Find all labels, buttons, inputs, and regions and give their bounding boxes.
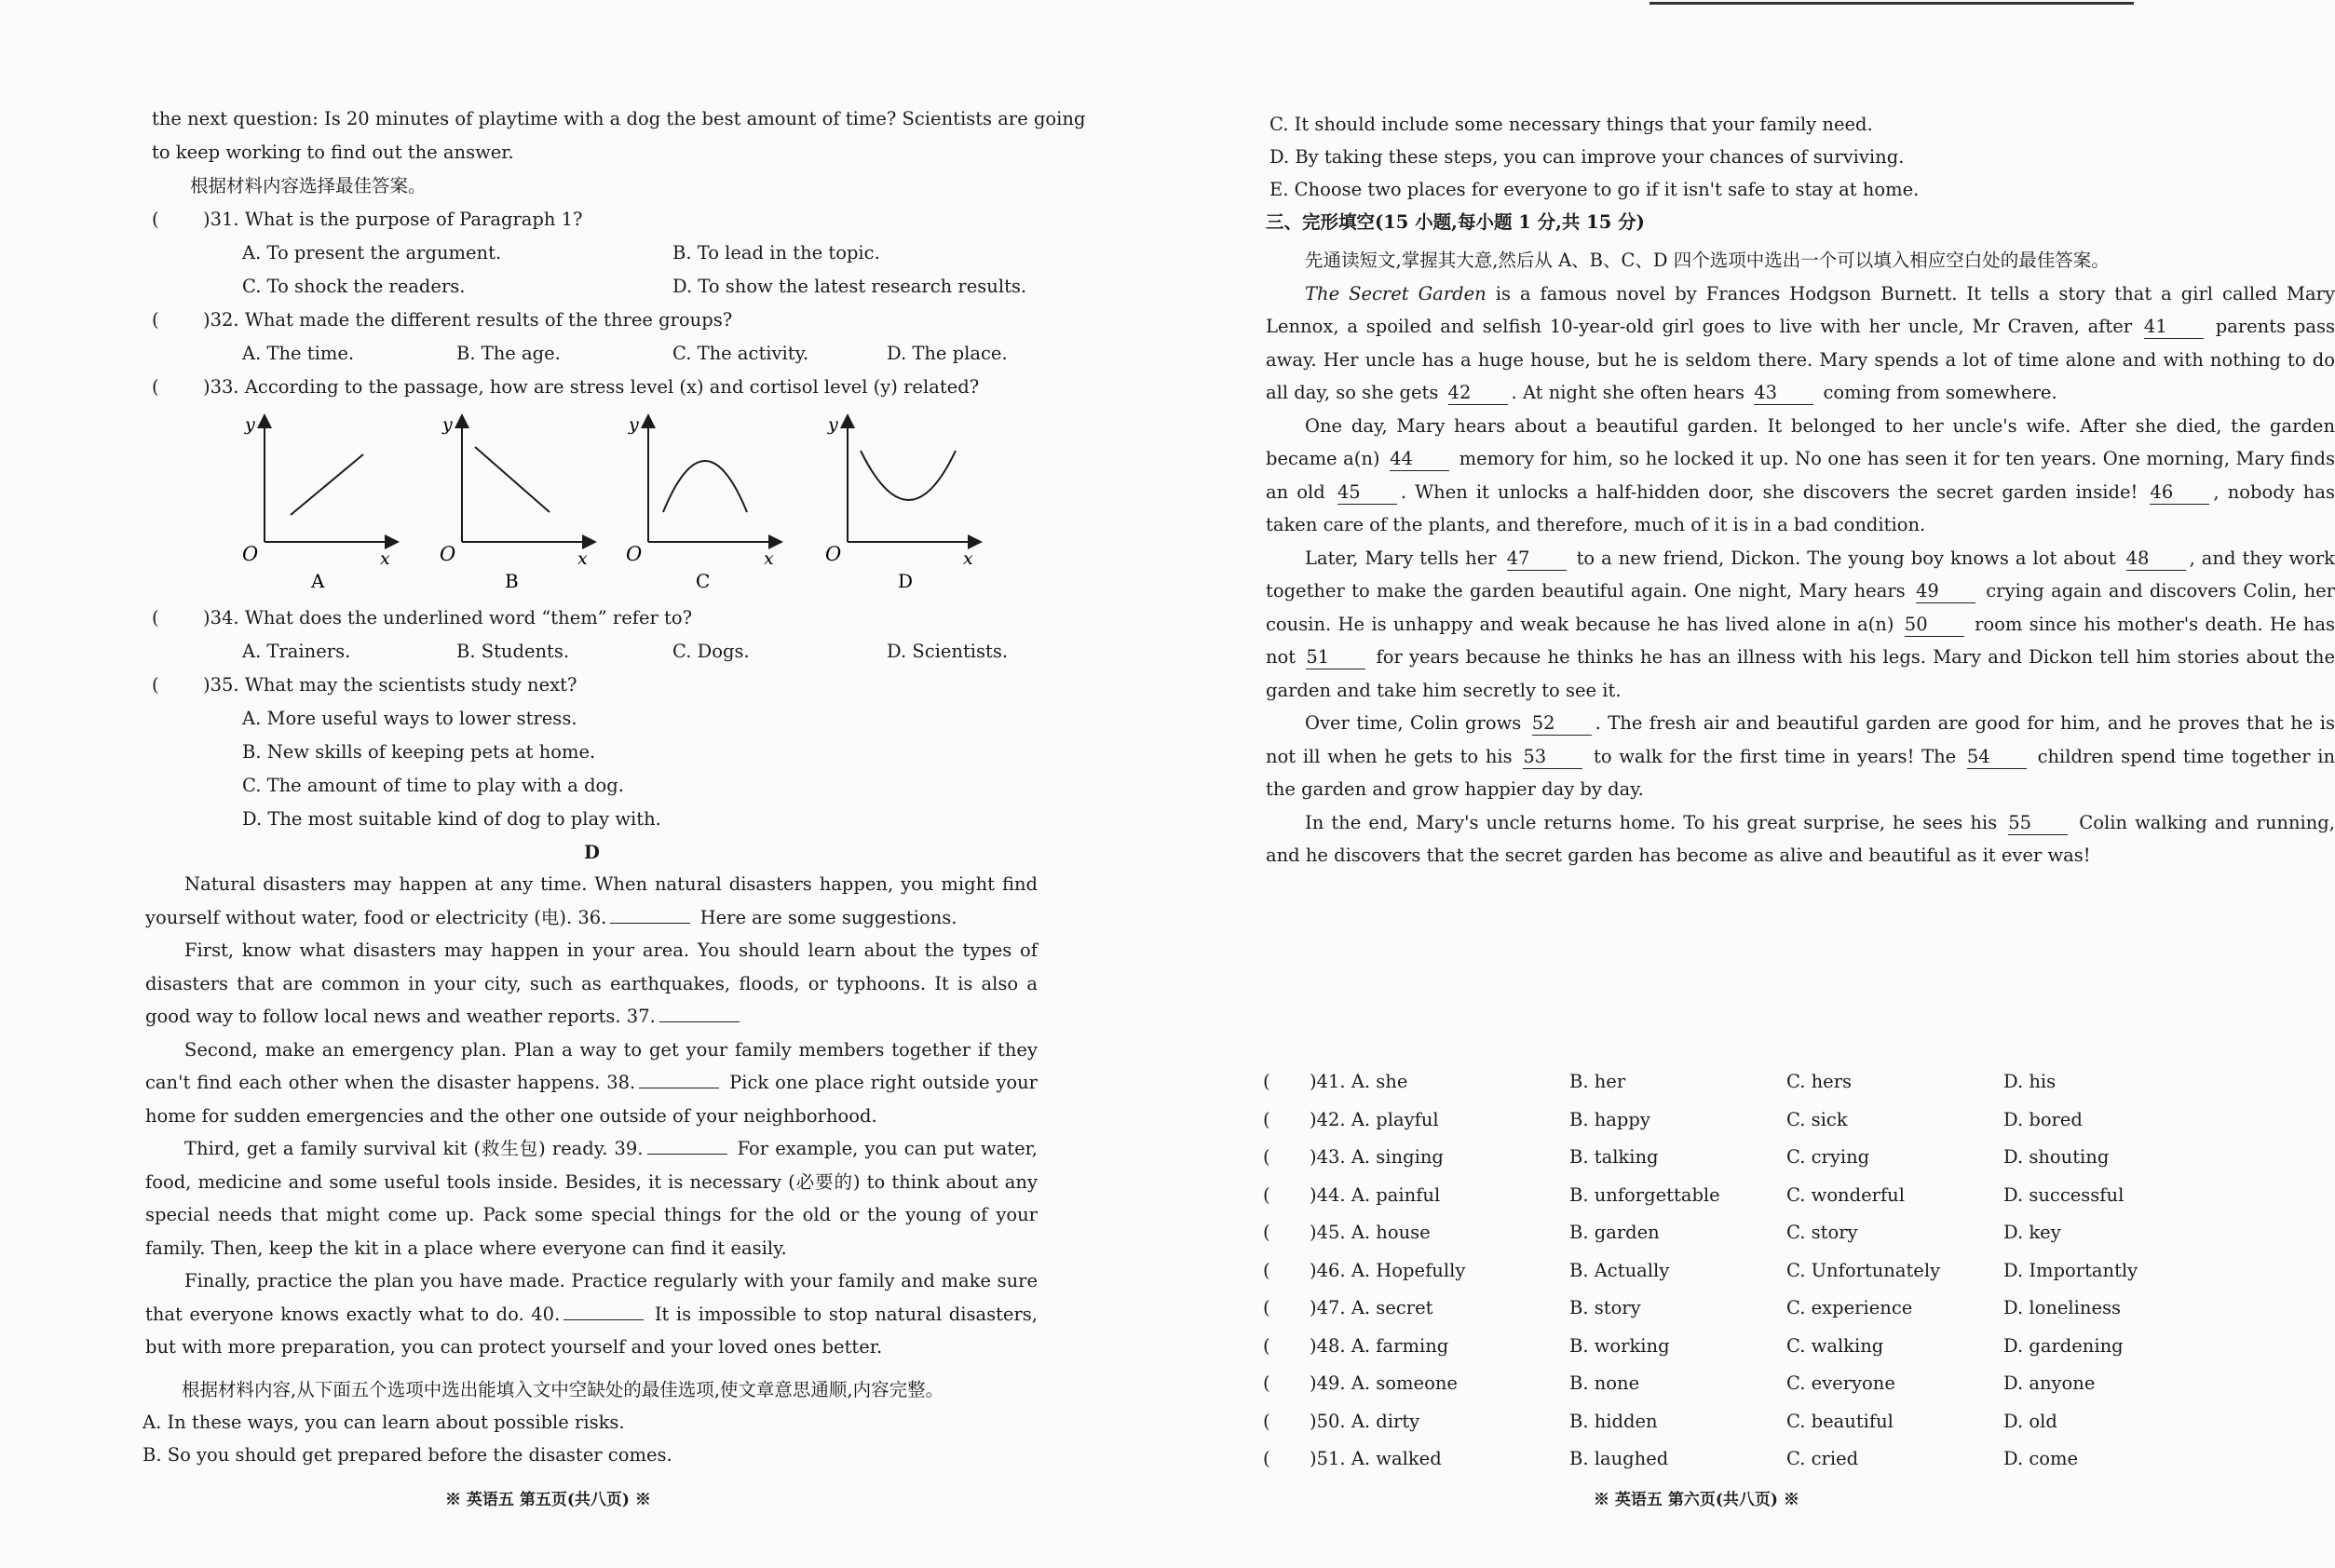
choice-row-41-b: B. her xyxy=(1569,1071,1626,1092)
blank-51: 51 xyxy=(1306,646,1365,669)
choice-row-49-b: B. none xyxy=(1569,1372,1640,1394)
blank-46: 46 xyxy=(2150,481,2209,505)
d-option-d: D. By taking these steps, you can improve your chances of surviving. xyxy=(1269,146,1905,168)
passage-d-paragraph-4: Third, get a family survival kit (救生包) ready. 39. For example, you can put water, food, medicine and some useful tools inside. Besides, it is necessary (必要的) to think about any special needs that might come up. Pack some special things for the old or the young of your family. Then, keep the kit in a place where everyone can find it easily. xyxy=(145,1138,1038,1259)
cloze-paragraph-4: Over time, Colin grows 52 . The fresh air and beautiful garden are good for him, and he proves that he is not ill when he gets to his 53 to walk for the first time in years! The 54 children spend time together in the garden and grow happier day by day. xyxy=(1266,712,2335,800)
cloze-passage xyxy=(1266,244,2335,872)
blank-54: 54 xyxy=(1967,746,2027,769)
choice-row-50-c: C. beautiful xyxy=(1786,1410,1894,1432)
page-footer-left: ※ 英语五 第五页(共八页) ※ xyxy=(445,1491,651,1509)
choice-row-47-a: )47. A. secret xyxy=(1310,1297,1433,1318)
choice-row-43-d: D. shouting xyxy=(2003,1146,2110,1168)
choice-row-46-a: )46. A. Hopefully xyxy=(1310,1259,1466,1281)
choice-row-46-d: D. Importantly xyxy=(2003,1259,2138,1281)
answer-paren: ( xyxy=(1263,1372,1270,1394)
answer-paren: ( xyxy=(1263,1334,1270,1357)
choice-row-51-d: D. come xyxy=(2003,1448,2079,1469)
q34-option-b: B. Students. xyxy=(456,641,570,662)
answer-paren: ( xyxy=(152,209,159,230)
answer-paren: ( xyxy=(152,376,159,398)
q32-option-b: B. The age. xyxy=(456,343,561,364)
graph-c-y-label: y xyxy=(629,414,639,435)
section-d-title: D xyxy=(584,842,600,863)
answer-paren: ( xyxy=(1263,1297,1270,1318)
graph-c-x-label: x xyxy=(764,548,774,569)
choice-row-42-a: )42. A. playful xyxy=(1310,1108,1439,1130)
d-option-a: A. In these ways, you can learn about possible risks. xyxy=(143,1412,625,1433)
q35-option-b: B. New skills of keeping pets at home. xyxy=(242,741,596,763)
choice-row-41-d: D. his xyxy=(2003,1071,2057,1092)
blank-42: 42 xyxy=(1448,382,1508,405)
choice-row-49-a: )49. A. someone xyxy=(1310,1372,1458,1394)
choice-row-45-b: B. garden xyxy=(1569,1222,1660,1243)
d-option-e: E. Choose two places for everyone to go if it isn't safe to stay at home. xyxy=(1269,179,1920,200)
blank-53: 53 xyxy=(1523,746,1582,769)
answer-paren: ( xyxy=(1263,1183,1270,1206)
choice-row-49-c: C. everyone xyxy=(1786,1372,1895,1394)
intro-line-1: the next question: Is 20 minutes of playtime with a dog the best amount of time? Scientists are going xyxy=(152,108,1086,129)
choice-row-42-c: C. sick xyxy=(1786,1108,1848,1130)
blank-55: 55 xyxy=(2008,812,2068,835)
graph-a-y-label: y xyxy=(245,414,255,435)
q34-option-c: C. Dogs. xyxy=(672,641,750,662)
q34-option-d: D. Scientists. xyxy=(887,641,1009,662)
instruction-d: 根据材料内容,从下面五个选项中选出能填入文中空缺处的最佳选项,使文章意思通顺,内容完整。 xyxy=(182,1379,944,1400)
top-rule xyxy=(1649,2,2134,5)
answer-paren: ( xyxy=(1263,1108,1270,1130)
graph-a-origin: O xyxy=(242,543,259,565)
blank-49: 49 xyxy=(1916,580,1975,603)
question-32-stem: )32. What made the different results of the three groups? xyxy=(203,309,733,331)
passage-d-paragraph-2: First, know what disasters may happen in your area. You should learn about the types of disasters that are common in your city, such as earthquakes, floods, or typhoons. It is also a good way to follow local news and weather reports. 37. xyxy=(145,939,1038,1027)
choice-row-46-b: B. Actually xyxy=(1569,1259,1670,1281)
cloze-paragraph-5: In the end, Mary's uncle returns home. To his great surprise, he sees his 55 Colin walking and running, and he discovers that the secret garden has become as alive and beautiful as it ever was! xyxy=(1266,811,2335,866)
graph-a-x-label: x xyxy=(380,548,390,569)
graph-a-label: A xyxy=(311,570,325,592)
q31-option-b: B. To lead in the topic. xyxy=(672,242,880,264)
graph-b xyxy=(440,414,593,592)
choice-row-50-d: D. old xyxy=(2003,1410,2057,1432)
choice-row-47-b: B. story xyxy=(1569,1297,1641,1318)
passage-d-paragraph-3: Second, make an emergency plan. Plan a way to get your family members together if they can't find each other when the disaster happens. 38. Pick one place right outside your home for sudden emergencies and the other one outside of your neighborhood. xyxy=(145,1038,1038,1127)
blank-52: 52 xyxy=(1532,712,1592,736)
choice-row-51-c: C. cried xyxy=(1786,1448,1859,1469)
graph-d-x-label: x xyxy=(963,548,973,569)
graph-d xyxy=(825,414,979,592)
choice-row-47-d: D. loneliness xyxy=(2003,1297,2121,1318)
d-option-b: B. So you should get prepared before the disaster comes. xyxy=(143,1444,672,1466)
q32-option-d: D. The place. xyxy=(887,343,1008,364)
page-footer-right: ※ 英语五 第六页(共八页) ※ xyxy=(1594,1491,1799,1509)
answer-paren: ( xyxy=(1263,1448,1270,1469)
choice-row-42-d: D. bored xyxy=(2003,1108,2083,1130)
graph-c-origin: O xyxy=(626,543,643,565)
q31-option-a: A. To present the argument. xyxy=(242,242,502,264)
cloze-paragraph-3: Later, Mary tells her 47 to a new friend, Dickon. The young boy knows a lot about 48 , and they work together to make the garden beautiful again. One night, Mary hears 49 crying again and discovers Colin, her cousin. He is unhappy and weak because he has lived alone in a(n) 50 room since his mother's death. He has not 51 for years because he thinks he has an illness with his legs. Mary and Dickon tell him stories about the garden and take him secretly to see it. xyxy=(1266,547,2335,701)
blank-45: 45 xyxy=(1337,481,1397,505)
choice-row-51-b: B. laughed xyxy=(1569,1448,1669,1469)
q35-option-a: A. More useful ways to lower stress. xyxy=(242,708,577,729)
blank-39 xyxy=(647,1154,727,1155)
choice-row-43-c: C. crying xyxy=(1786,1146,1870,1168)
graph-b-label: B xyxy=(505,570,519,592)
passage-d xyxy=(145,868,1038,1364)
answer-paren: ( xyxy=(1263,1259,1270,1281)
choice-row-43-a: )43. A. singing xyxy=(1310,1146,1444,1168)
graph-d-label: D xyxy=(898,570,914,592)
choice-row-48-a: )48. A. farming xyxy=(1310,1334,1449,1357)
answer-paren: ( xyxy=(1263,1071,1270,1092)
q34-option-a: A. Trainers. xyxy=(242,641,351,662)
blank-41: 41 xyxy=(2144,316,2204,339)
choice-row-44-b: B. unforgettable xyxy=(1569,1183,1720,1206)
q35-option-c: C. The amount of time to play with a dog. xyxy=(242,775,624,796)
instruction-c: 根据材料内容选择最佳答案。 xyxy=(190,175,427,196)
blank-43: 43 xyxy=(1754,382,1813,405)
blank-37 xyxy=(659,1021,740,1022)
cloze-paragraph-2: One day, Mary hears about a beautiful garden. It belonged to her uncle's wife. After she died, the garden became a(n) 44 memory for him, so he locked it up. No one has seen it for ten years. One morning, Mary finds an old 45 . When it unlocks a half-hidden door, she discovers the secret garden inside! 46 , nobody has taken care of the plants, and therefore, much of it is in a bad condition. xyxy=(1266,414,2335,535)
blank-48: 48 xyxy=(2126,547,2186,571)
choice-row-42-b: B. happy xyxy=(1569,1108,1650,1130)
d-option-c: C. It should include some necessary things that your family need. xyxy=(1269,114,1873,135)
choice-row-50-b: B. hidden xyxy=(1569,1410,1658,1432)
left-page xyxy=(0,0,1109,1568)
choice-row-44-c: C. wonderful xyxy=(1786,1183,1905,1206)
choice-row-48-d: D. gardening xyxy=(2003,1334,2124,1357)
choice-row-44-d: D. successful xyxy=(2003,1183,2125,1206)
graph-d-origin: O xyxy=(825,543,842,565)
q31-option-d: D. To show the latest research results. xyxy=(672,276,1027,297)
choice-row-48-c: C. walking xyxy=(1786,1334,1884,1357)
choice-row-51-a: )51. A. walked xyxy=(1310,1448,1442,1469)
graphs-q33 xyxy=(233,410,1015,605)
choice-row-50-a: )50. A. dirty xyxy=(1310,1410,1420,1432)
blank-36 xyxy=(610,923,690,924)
choice-row-45-d: D. key xyxy=(2003,1222,2061,1243)
answer-paren: ( xyxy=(1263,1222,1270,1243)
section-3-title: 三、完形填空(15 小题,每小题 1 分,共 15 分) xyxy=(1266,211,1645,233)
passage-d-paragraph-1: Natural disasters may happen at any time. When natural disasters happen, you might find yourself without water, food or electricity (电). 36. Here are some suggestions. xyxy=(145,873,1038,928)
answer-paren: ( xyxy=(152,674,159,696)
intro-line-2: to keep working to find out the answer. xyxy=(152,142,514,163)
blank-44: 44 xyxy=(1390,448,1449,471)
graph-a xyxy=(242,414,396,592)
choice-row-47-c: C. experience xyxy=(1786,1297,1913,1318)
choice-row-46-c: C. Unfortunately xyxy=(1786,1259,1941,1281)
graph-d-y-label: y xyxy=(828,414,838,435)
graph-b-y-label: y xyxy=(442,414,453,435)
blank-47: 47 xyxy=(1507,547,1567,571)
answer-paren: ( xyxy=(1263,1410,1270,1432)
question-31-stem: )31. What is the purpose of Paragraph 1? xyxy=(203,209,583,230)
question-35-stem: )35. What may the scientists study next? xyxy=(203,674,577,696)
choice-row-43-b: B. talking xyxy=(1569,1146,1659,1168)
blank-50: 50 xyxy=(1905,614,1964,637)
choice-row-45-c: C. story xyxy=(1786,1222,1858,1243)
section-3-instruction: 先通读短文,掌握其大意,然后从 A、B、C、D 四个选项中选出一个可以填入相应空白处的最佳答案。 xyxy=(1305,250,2110,271)
graph-b-x-label: x xyxy=(577,548,588,569)
q35-option-d: D. The most suitable kind of dog to play with. xyxy=(242,808,661,830)
answer-paren: ( xyxy=(152,309,159,331)
choice-row-49-d: D. anyone xyxy=(2003,1372,2096,1394)
question-33-stem: )33. According to the passage, how are stress level (x) and cortisol level (y) related? xyxy=(203,376,980,398)
question-34-stem: )34. What does the underlined word “them” refer to? xyxy=(203,607,693,629)
answer-paren: ( xyxy=(1263,1146,1270,1168)
passage-d-paragraph-5: Finally, practice the plan you have made. Practice regularly with your family and make sure that everyone knows exactly what to do. 40. It is impossible to stop natural disasters, but with more preparation, you can protect yourself and your loved ones better. xyxy=(145,1270,1038,1358)
right-page xyxy=(1109,0,2335,1568)
choice-row-48-b: B. working xyxy=(1569,1334,1670,1357)
choice-row-45-a: )45. A. house xyxy=(1310,1222,1431,1243)
graph-c xyxy=(626,414,780,592)
answer-paren: ( xyxy=(152,607,159,629)
graph-c-label: C xyxy=(696,570,711,592)
choice-row-44-a: )44. A. painful xyxy=(1310,1183,1441,1206)
blank-40 xyxy=(563,1319,644,1320)
graph-b-origin: O xyxy=(440,543,456,565)
choice-row-41-c: C. hers xyxy=(1786,1071,1853,1092)
choice-row-41-a: )41. A. she xyxy=(1310,1071,1408,1092)
q32-option-c: C. The activity. xyxy=(672,343,809,364)
q32-option-a: A. The time. xyxy=(242,343,355,364)
cloze-paragraph-1: The Secret Garden is a famous novel by Frances Hodgson Burnett. It tells a story that a girl called Mary Lennox, a spoiled and selfish 10-year-old girl goes to live with her uncle, Mr Craven, after 41 parents pass away. Her uncle has a huge house, but he is seldom there. Mary spends a lot of time alone and with nothing to do all day, so she gets 42 . At night she often hears 43 coming from somewhere. xyxy=(1266,282,2335,403)
q31-option-c: C. To shock the readers. xyxy=(242,276,466,297)
